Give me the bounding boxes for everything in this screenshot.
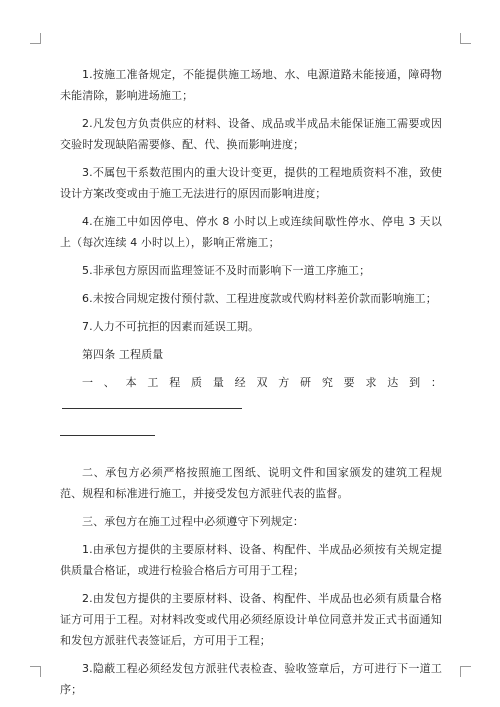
sub-item-1: 1.由承包方提供的主要原材料、设备、构配件、半成品必须按有关规定提供质量合格证，或进行检验合格后方可用于工程； (60, 543, 442, 577)
delay-item-6: 6.未按合同规定拨付预付款、工程进度款或代购材料差价款而影响施工； (82, 292, 437, 305)
fill-in-blank-line (62, 397, 242, 409)
delay-item-1: 1.按施工准备规定，不能提供施工场地、水、电源道路未能接通，障碍物未能清除，影响进场施工； (60, 68, 442, 102)
delay-item-3: 3.不属包干系数范围内的重大设计变更，提供的工程地质资料不准，致使设计方案改变或由于施工无法进行的原因而影响进度； (60, 166, 442, 200)
crop-mark-top-right (460, 33, 471, 44)
delay-item-5: 5.非承包方原因而监理签证不及时而影响下一道工序施工； (82, 264, 371, 277)
fill-in-blank-line-continued (60, 435, 155, 436)
article-heading: 第四条 工程质量 (82, 348, 164, 361)
delay-item-7: 7.人力不可抗拒的因素而延误工期。 (82, 320, 260, 333)
crop-mark-top-left (30, 33, 41, 44)
sub-item-3: 3.隐蔽工程必须经发包方派驻代表检查、验收签章后，方可进行下一道工序； (60, 662, 442, 696)
sub-item-2: 2.由发包方提供的主要原材料、设备、构配件、半成品也必须有质量合格证方可用于工程。对材料改变或代用必须经原设计单位同意并发正式书面通知和发包方派驻代表签证后，方可用于工程； (60, 592, 442, 647)
quality-clause-1-text: 一、本工程质量经双方研究要求达到： (82, 376, 442, 389)
quality-clause-2: 二、承包方必须严格按照施工图纸、说明文件和国家颁发的建筑工程规范、规程和标准进行施工，并接受发包方派驻代表的监督。 (60, 466, 442, 500)
delay-item-4: 4.在施工中如因停电、停水 8 小时以上或连续间歇性停水、停电 3 天以上（每次连续 4 小时以上），影响正常施工； (60, 215, 442, 249)
document-body (60, 64, 442, 707)
crop-mark-bottom-right (460, 666, 471, 677)
delay-item-2: 2.凡发包方负责供应的材料、设备、成品或半成品未能保证施工需要或因交验时发现缺陷需要修、配、代、换而影响进度； (60, 117, 442, 151)
quality-clause-1 (60, 372, 442, 414)
crop-mark-bottom-left (30, 666, 41, 677)
quality-clause-3: 三、承包方在施工过程中必须遵守下列规定： (82, 515, 304, 528)
